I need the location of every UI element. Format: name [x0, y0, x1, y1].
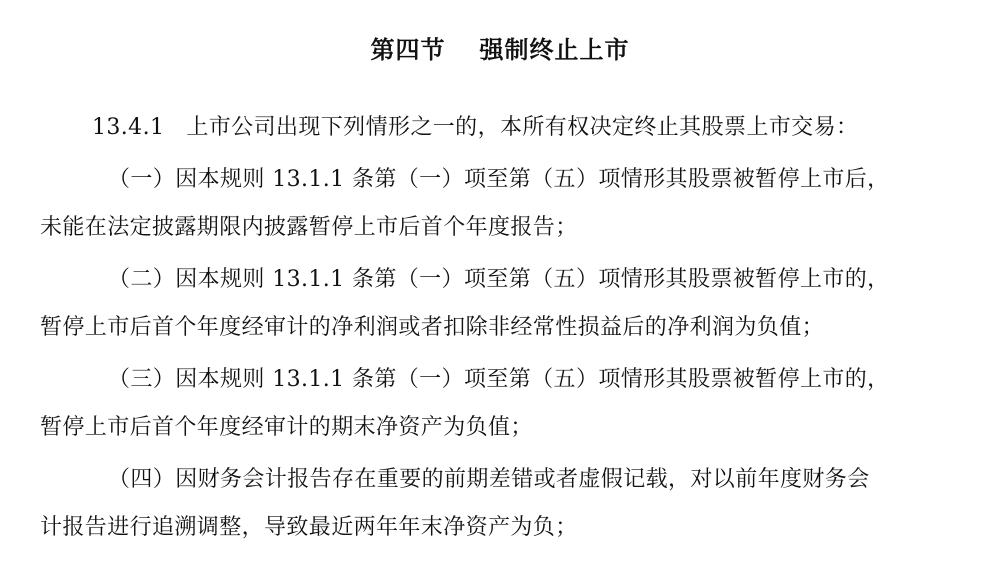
clause-1-line-2: 未能在法定披露期限内披露暂停上市后首个年度报告； [40, 215, 578, 240]
clause-3-line-2: 暂停上市后首个年度经审计的期末净资产为负值； [40, 415, 533, 440]
section-title: 强制终止上市 [479, 35, 630, 64]
section-heading [0, 30, 1000, 70]
clause-2-line-1: （二）因本规则 13.1.1 条第（一）项至第（五）项情形其股票被暂停上市的， [108, 267, 890, 292]
clause-4-line-1: （四）因财务会计报告存在重要的前期差错或者虚假记载，对以前年度财务会 [108, 467, 870, 492]
article-intro-text: 上市公司出现下列情形之一的，本所有权决定终止其股票上市交易： [186, 115, 859, 140]
clause-4-line-2: 计报告进行追溯调整，导致最近两年年末净资产为负； [40, 515, 578, 540]
section-number: 第四节 [370, 35, 446, 64]
article-intro-line [92, 112, 980, 144]
clause-2-line-2: 暂停上市后首个年度经审计的净利润或者扣除非经常性损益后的净利润为负值； [40, 315, 825, 340]
clause-1-line-1: （一）因本规则 13.1.1 条第（一）项至第（五）项情形其股票被暂停上市后， [108, 167, 890, 192]
clause-3-line-1: （三）因本规则 13.1.1 条第（一）项至第（五）项情形其股票被暂停上市的， [108, 367, 890, 392]
article-number: 13.4.1 [92, 115, 165, 140]
